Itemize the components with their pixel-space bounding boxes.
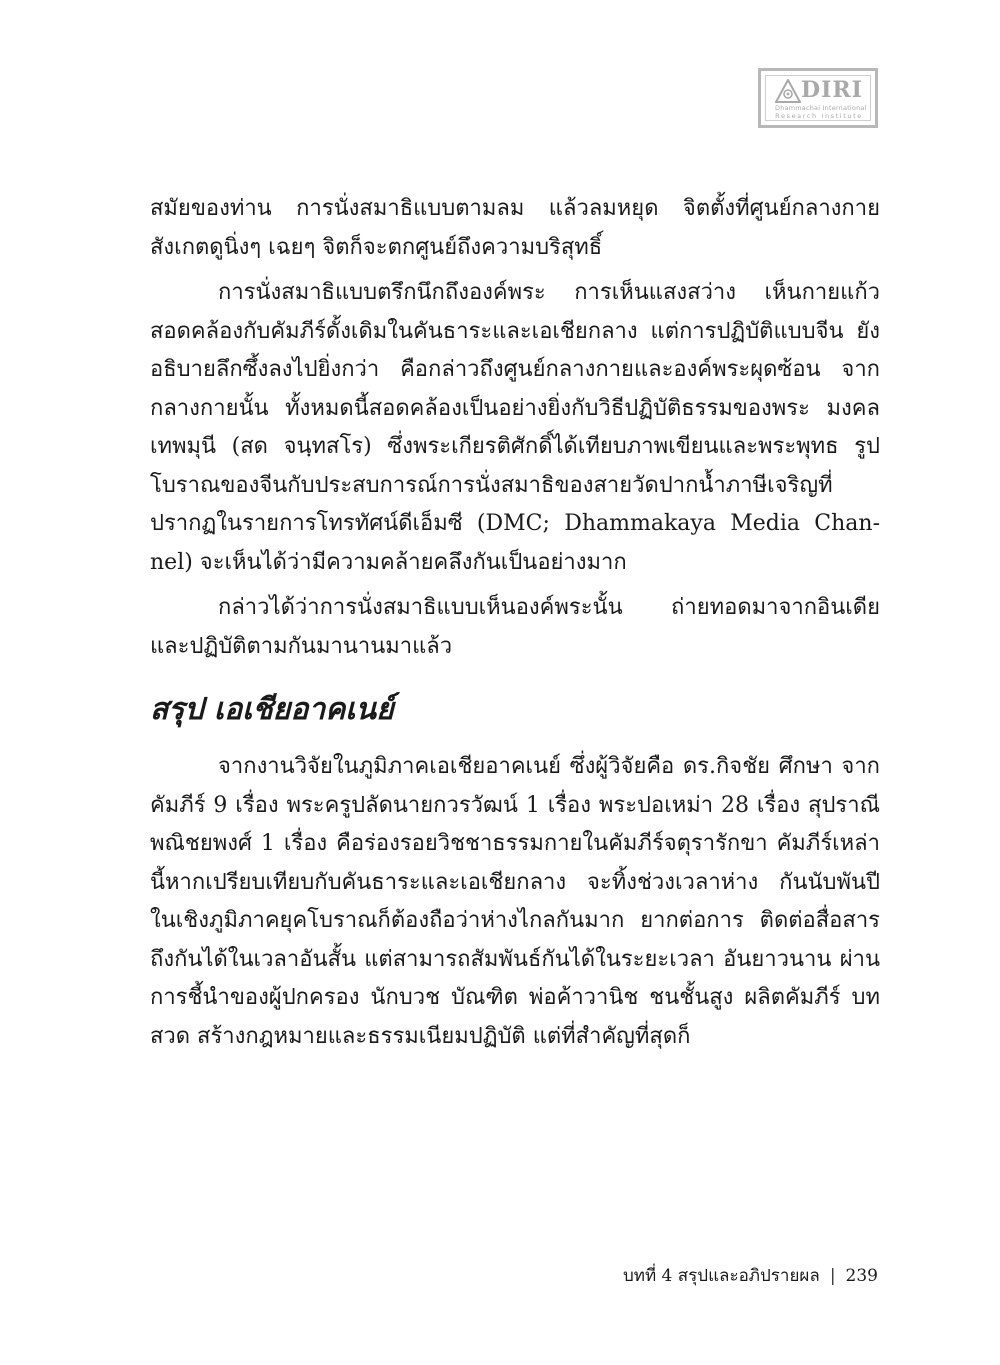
- logo-title: DIRI: [801, 77, 863, 103]
- footer-chapter-title: บทที่ 4 สรุปและอภิปรายผล: [622, 1266, 820, 1286]
- paragraph-continuation: สมัยของท่าน การนั่งสมาธิแบบตามลม แล้วลมหยุด จิตตั้งที่ศูนย์กลางกาย สังเกตดูนิ่งๆ เฉยๆ จิตก็จะตกศูนย์ถึงความบริสุทธิ์: [150, 196, 880, 260]
- page-number: 239: [845, 1266, 878, 1286]
- paragraph-visualization: การนั่งสมาธิแบบตรึกนึกถึงองค์พระ การเห็นแสงสว่าง เห็นกายแก้ว สอดคล้องกับคัมภีร์ดั้งเดิมในคันธาระและเอเชียกลาง แต่การปฏิบัติแบบจีน ยังอธิบายลึกซึ้งลงไปยิ่งกว่า คือกล่าวถึงศูนย์กลางกายและองค์พระผุดซ้อน จากกลางกายนั้น ทั้งหมดนี้สอดคล้องเป็นอย่างยิ่งกับวิธีปฏิบัติธรรมของพระ มงคลเทพมุนี (สด จนฺทสโร) ซึ่งพระเกียรติศักดิ์ได้เทียบภาพเขียนและพระพุทธ รูปโบราณของจีนกับประสบการณ์การนั่งสมาธิของสายวัดปากน้ำภาษีเจริญที่ ปรากฏในรายการโทรทัศน์ดีเอ็มซี (DMC; Dhammakaya Media Chan- nel) จะเห็นได้ว่ามีความคล้ายคลึงกันเป็นอย่างมาก: [150, 280, 880, 575]
- page-content: [150, 190, 880, 1056]
- logo-subtitle-line2: Research Institute: [775, 112, 863, 120]
- page-footer: [623, 1265, 878, 1287]
- paragraph-southeast-asia: จากงานวิจัยในภูมิภาคเอเชียอาคเนย์ ซึ่งผู้วิจัยคือ ดร.กิจชัย ศึกษา จากคัมภีร์ 9 เรื่อง พระครูปลัดนายกวรวัฒน์ 1 เรื่อง พระปอเหม่า 28 เรื่อง สุปราณี พณิชยพงศ์ 1 เรื่อง คือร่องรอยวิชชาธรรมกายในคัมภีร์จตุรารักขา คัมภีร์เหล่านี้หากเปรียบเทียบกับคันธาระและเอเชียกลาง จะทิ้งช่วงเวลาห่าง กันนับพันปี ในเชิงภูมิภาคยุคโบราณก็ต้องถือว่าห่างไกลกันมาก ยากต่อการ ติดต่อสื่อสารถึงกันได้ในเวลาอันสั้น แต่สามารถสัมพันธ์กันได้ในระยะเวลา อันยาวนาน ผ่านการชี้นำของผู้ปกครอง นักบวช บัณฑิต พ่อค้าวานิช ชนชั้นสูง ผลิตคัมภีร์ บทสวด สร้างกฎหมายและธรรมเนียมปฏิบัติ แต่ที่สำคัญที่สุดก็: [150, 754, 880, 1049]
- section-heading: สรุป เอเชียอาคเนย์: [150, 692, 394, 727]
- diri-logo: [758, 68, 878, 128]
- footer-separator: |: [829, 1266, 836, 1286]
- logo-subtitle-line1: Dhammachai International: [775, 104, 867, 112]
- logo-emblem-icon: [775, 79, 801, 103]
- paragraph-transmission: กล่าวได้ว่าการนั่งสมาธิแบบเห็นองค์พระนั้น ถ่ายทอดมาจากอินเดีย และปฏิบัติตามกันมานานมาแล้ว: [150, 595, 880, 659]
